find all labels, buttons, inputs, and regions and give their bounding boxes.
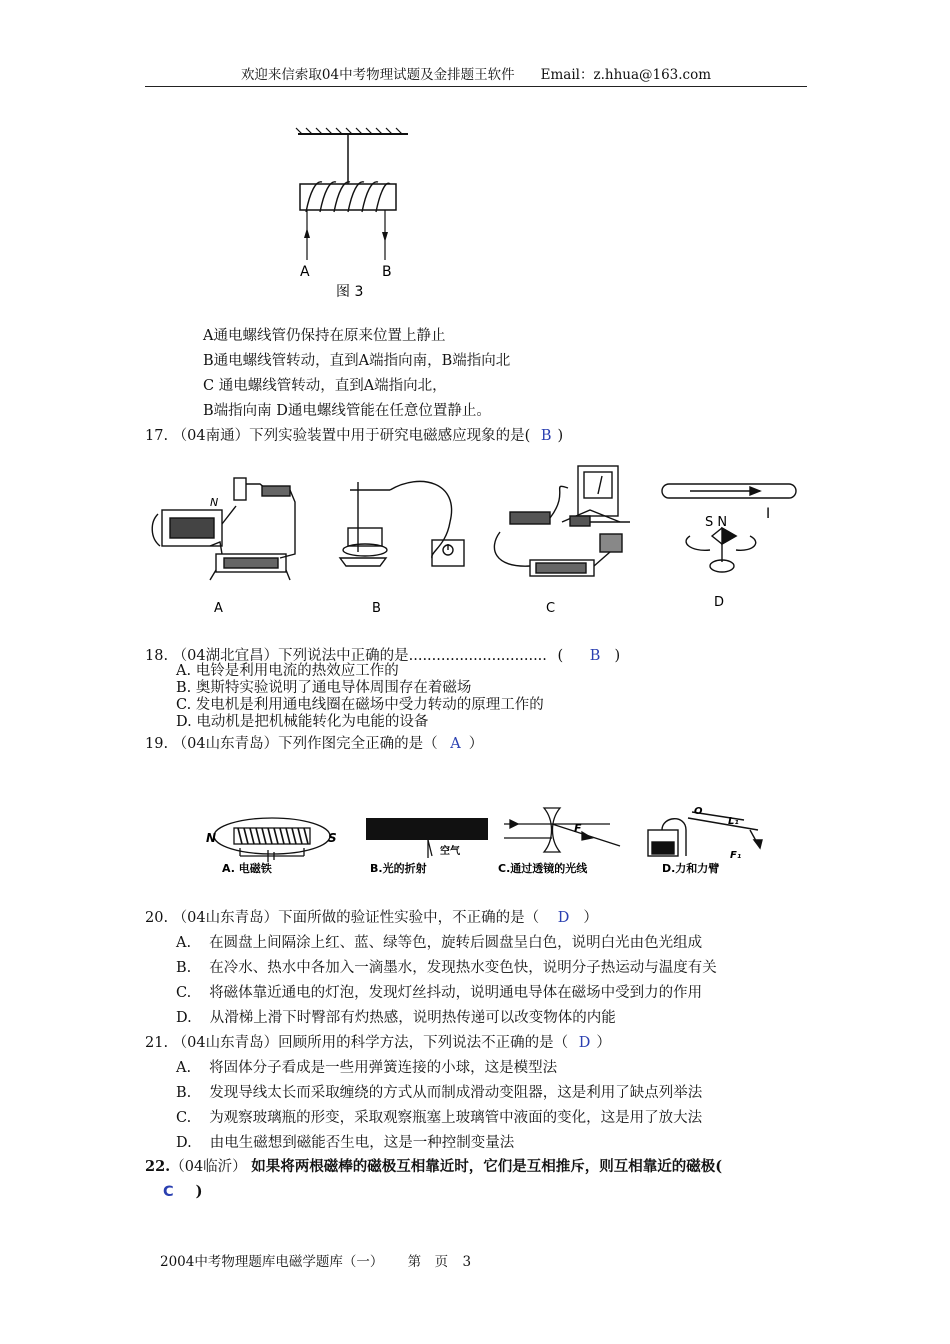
q20-text: （04山东青岛）下面所做的验证性实验中，不正确的是（ (172, 910, 540, 926)
q21-close: ） (596, 1035, 611, 1051)
q18-close: ) (614, 648, 621, 664)
q21-option-b-text: 发现导线太长而采取缠绕的方式从而制成滑动变阻器，这是利用了缺点列举法 (209, 1085, 703, 1101)
q17-label-c: C (546, 601, 556, 616)
fig3-label-a: A (300, 264, 310, 280)
page-footer (160, 1250, 471, 1270)
q19-number: 19. (145, 736, 169, 752)
q18-option-a: A. 电铃是利用电流的热效应工作的 (176, 663, 399, 679)
q19-close: ） (468, 736, 484, 752)
question-19 (145, 734, 483, 754)
question-17 (145, 426, 563, 446)
q20-option-d (176, 1008, 616, 1028)
q19-text: （04山东青岛）下列作图完全正确的是（ (172, 736, 438, 752)
fig3-caption: 图 3 (336, 284, 364, 300)
q21-option-b (176, 1083, 702, 1103)
q20-close: ） (583, 910, 598, 926)
q17-text: （04南通）下列实验装置中用于研究电磁感应现象的是( (172, 428, 531, 444)
q21-option-d-text: 由电生磁想到磁能否生电，这是一种控制变量法 (209, 1135, 515, 1151)
q21-option-d (176, 1133, 514, 1153)
q21-option-b-label: B. (176, 1085, 192, 1101)
q19-caption-b: B.光的折射 (370, 862, 427, 875)
q17-close: ) (557, 428, 564, 444)
page-header (145, 66, 807, 87)
q20-option-b-text: 在冷水、热水中各加入一滴墨水，发现热水变色快，说明分子热运动与温度有关 (209, 960, 717, 976)
q20-answer: D (557, 910, 570, 926)
q17-label-d: D (714, 595, 725, 610)
q19-figure-c (504, 808, 620, 852)
q22-text: 如果将两根磁棒的磁极互相靠近时，它们是互相推斥，则互相靠近的磁极( (251, 1158, 723, 1175)
q19-figure-b (366, 818, 488, 858)
q18-answer: B (589, 648, 601, 664)
q19-d-o-label: O (694, 806, 703, 817)
q20-option-b (176, 958, 717, 978)
q19-answer: A (450, 736, 461, 752)
footer-page-number: 3 (462, 1254, 472, 1270)
q17-figure-a (152, 478, 295, 580)
q19-c-f-label: F (574, 822, 582, 835)
q20-option-d-label: D. (176, 1010, 192, 1026)
header-title: 欢迎来信索取04中考物理试题及金排题王软件 (240, 67, 515, 83)
q20-option-a-label: A. (176, 935, 192, 951)
q17-number: 17. (145, 428, 169, 444)
q21-option-a (176, 1058, 557, 1078)
q17-d-sn-label: S N (705, 515, 728, 530)
q21-option-a-text: 将固体分子看成是一些用弹簧连接的小球，这是模型法 (209, 1060, 558, 1076)
q19-caption-a: A. 电磁铁 (222, 862, 272, 875)
q19-figure-a (214, 818, 330, 862)
q17-label-a: A (214, 601, 223, 616)
q19-caption-c: C.通过透镜的光线 (498, 862, 588, 875)
figure-3-solenoid (280, 120, 430, 305)
q20-option-c-text: 将磁体靠近通电的灯泡，发现灯丝抖动，说明通电导体在磁场中受到力的作用 (209, 985, 703, 1001)
header-email: Email：z.hhua@163.com (540, 67, 712, 83)
q21-text: （04山东青岛）回顾所用的科学方法，下列说法不正确的是（ (172, 1035, 569, 1051)
q20-number: 20. (145, 910, 169, 926)
q18-open: ( (557, 648, 564, 664)
question-22 (145, 1157, 722, 1177)
q16-option-a: A通电螺线管仍保持在原来位置上静止 (203, 328, 446, 344)
q19-d-f1-label: F₁ (730, 850, 742, 861)
q17-figures (150, 462, 810, 622)
q21-number: 21. (145, 1035, 169, 1051)
question-21 (145, 1033, 611, 1053)
fig3-label-b: B (382, 264, 392, 280)
q19-a-n-label: N (206, 831, 217, 845)
q18-number: 18. (145, 648, 169, 664)
q16-option-b: B通电螺线管转动，直到A端指向南，B端指向北 (203, 353, 511, 369)
q21-option-d-label: D. (176, 1135, 192, 1151)
q22-answer: C (163, 1184, 174, 1200)
q21-option-a-label: A. (176, 1060, 192, 1076)
q17-figure-c (494, 466, 630, 576)
q17-figure-b (340, 481, 464, 566)
q22-answer-line (163, 1182, 203, 1202)
q18-option-b: B. 奥斯特实验说明了通电导体周围存在着磁场 (176, 680, 472, 696)
q18-text: （04湖北宜昌）下列说法中正确的是.............................. (172, 648, 547, 664)
q19-a-s-label: S (328, 831, 337, 845)
question-20 (145, 908, 598, 928)
q21-answer: D (578, 1035, 591, 1051)
q22-source: （04临沂） (170, 1159, 247, 1175)
q20-option-c-label: C. (176, 985, 192, 1001)
q16-option-d: B端指向南 D通电螺线管能在任意位置静止。 (203, 403, 491, 419)
q20-option-a-text: 在圆盘上间隔涂上红、蓝、绿等色，旋转后圆盘呈白色，说明白光由色光组成 (209, 935, 703, 951)
q17-a-n-label: N (210, 496, 219, 509)
q17-d-current-label: I (766, 506, 771, 522)
q19-caption-d: D.力和力臂 (662, 862, 720, 875)
q16-option-c: C 通电螺线管转动，直到A端指向北， (203, 378, 447, 394)
q22-close: ) (195, 1183, 203, 1200)
q21-option-c (176, 1108, 702, 1128)
footer-page-label: 第 页 (407, 1254, 449, 1270)
q20-option-b-label: B. (176, 960, 192, 976)
q17-answer: B (540, 428, 552, 444)
q17-figure-d (662, 484, 796, 572)
q20-option-a (176, 933, 702, 953)
q17-label-b: B (372, 601, 381, 616)
footer-title: 2004中考物理题库电磁学题库（一） (160, 1254, 384, 1270)
q21-option-c-label: C. (176, 1110, 192, 1126)
q18-option-d: D. 电动机是把机械能转化为电能的设备 (176, 714, 429, 730)
q19-d-l1-label: L₁ (728, 816, 739, 827)
q19-figures (200, 800, 780, 880)
q20-option-c (176, 983, 702, 1003)
q18-option-c: C. 发电机是利用通电线圈在磁场中受力转动的原理工作的 (176, 697, 544, 713)
q22-number: 22. (145, 1158, 171, 1175)
q19-figure-d (648, 812, 762, 856)
q20-option-d-text: 从滑梯上滑下时臀部有灼热感，说明热传递可以改变物体的内能 (209, 1010, 616, 1026)
q19-b-air-label: 空气 (440, 846, 460, 857)
q21-option-c-text: 为观察玻璃瓶的形变，采取观察瓶塞上玻璃管中液面的变化，这是用了放大法 (209, 1110, 703, 1126)
